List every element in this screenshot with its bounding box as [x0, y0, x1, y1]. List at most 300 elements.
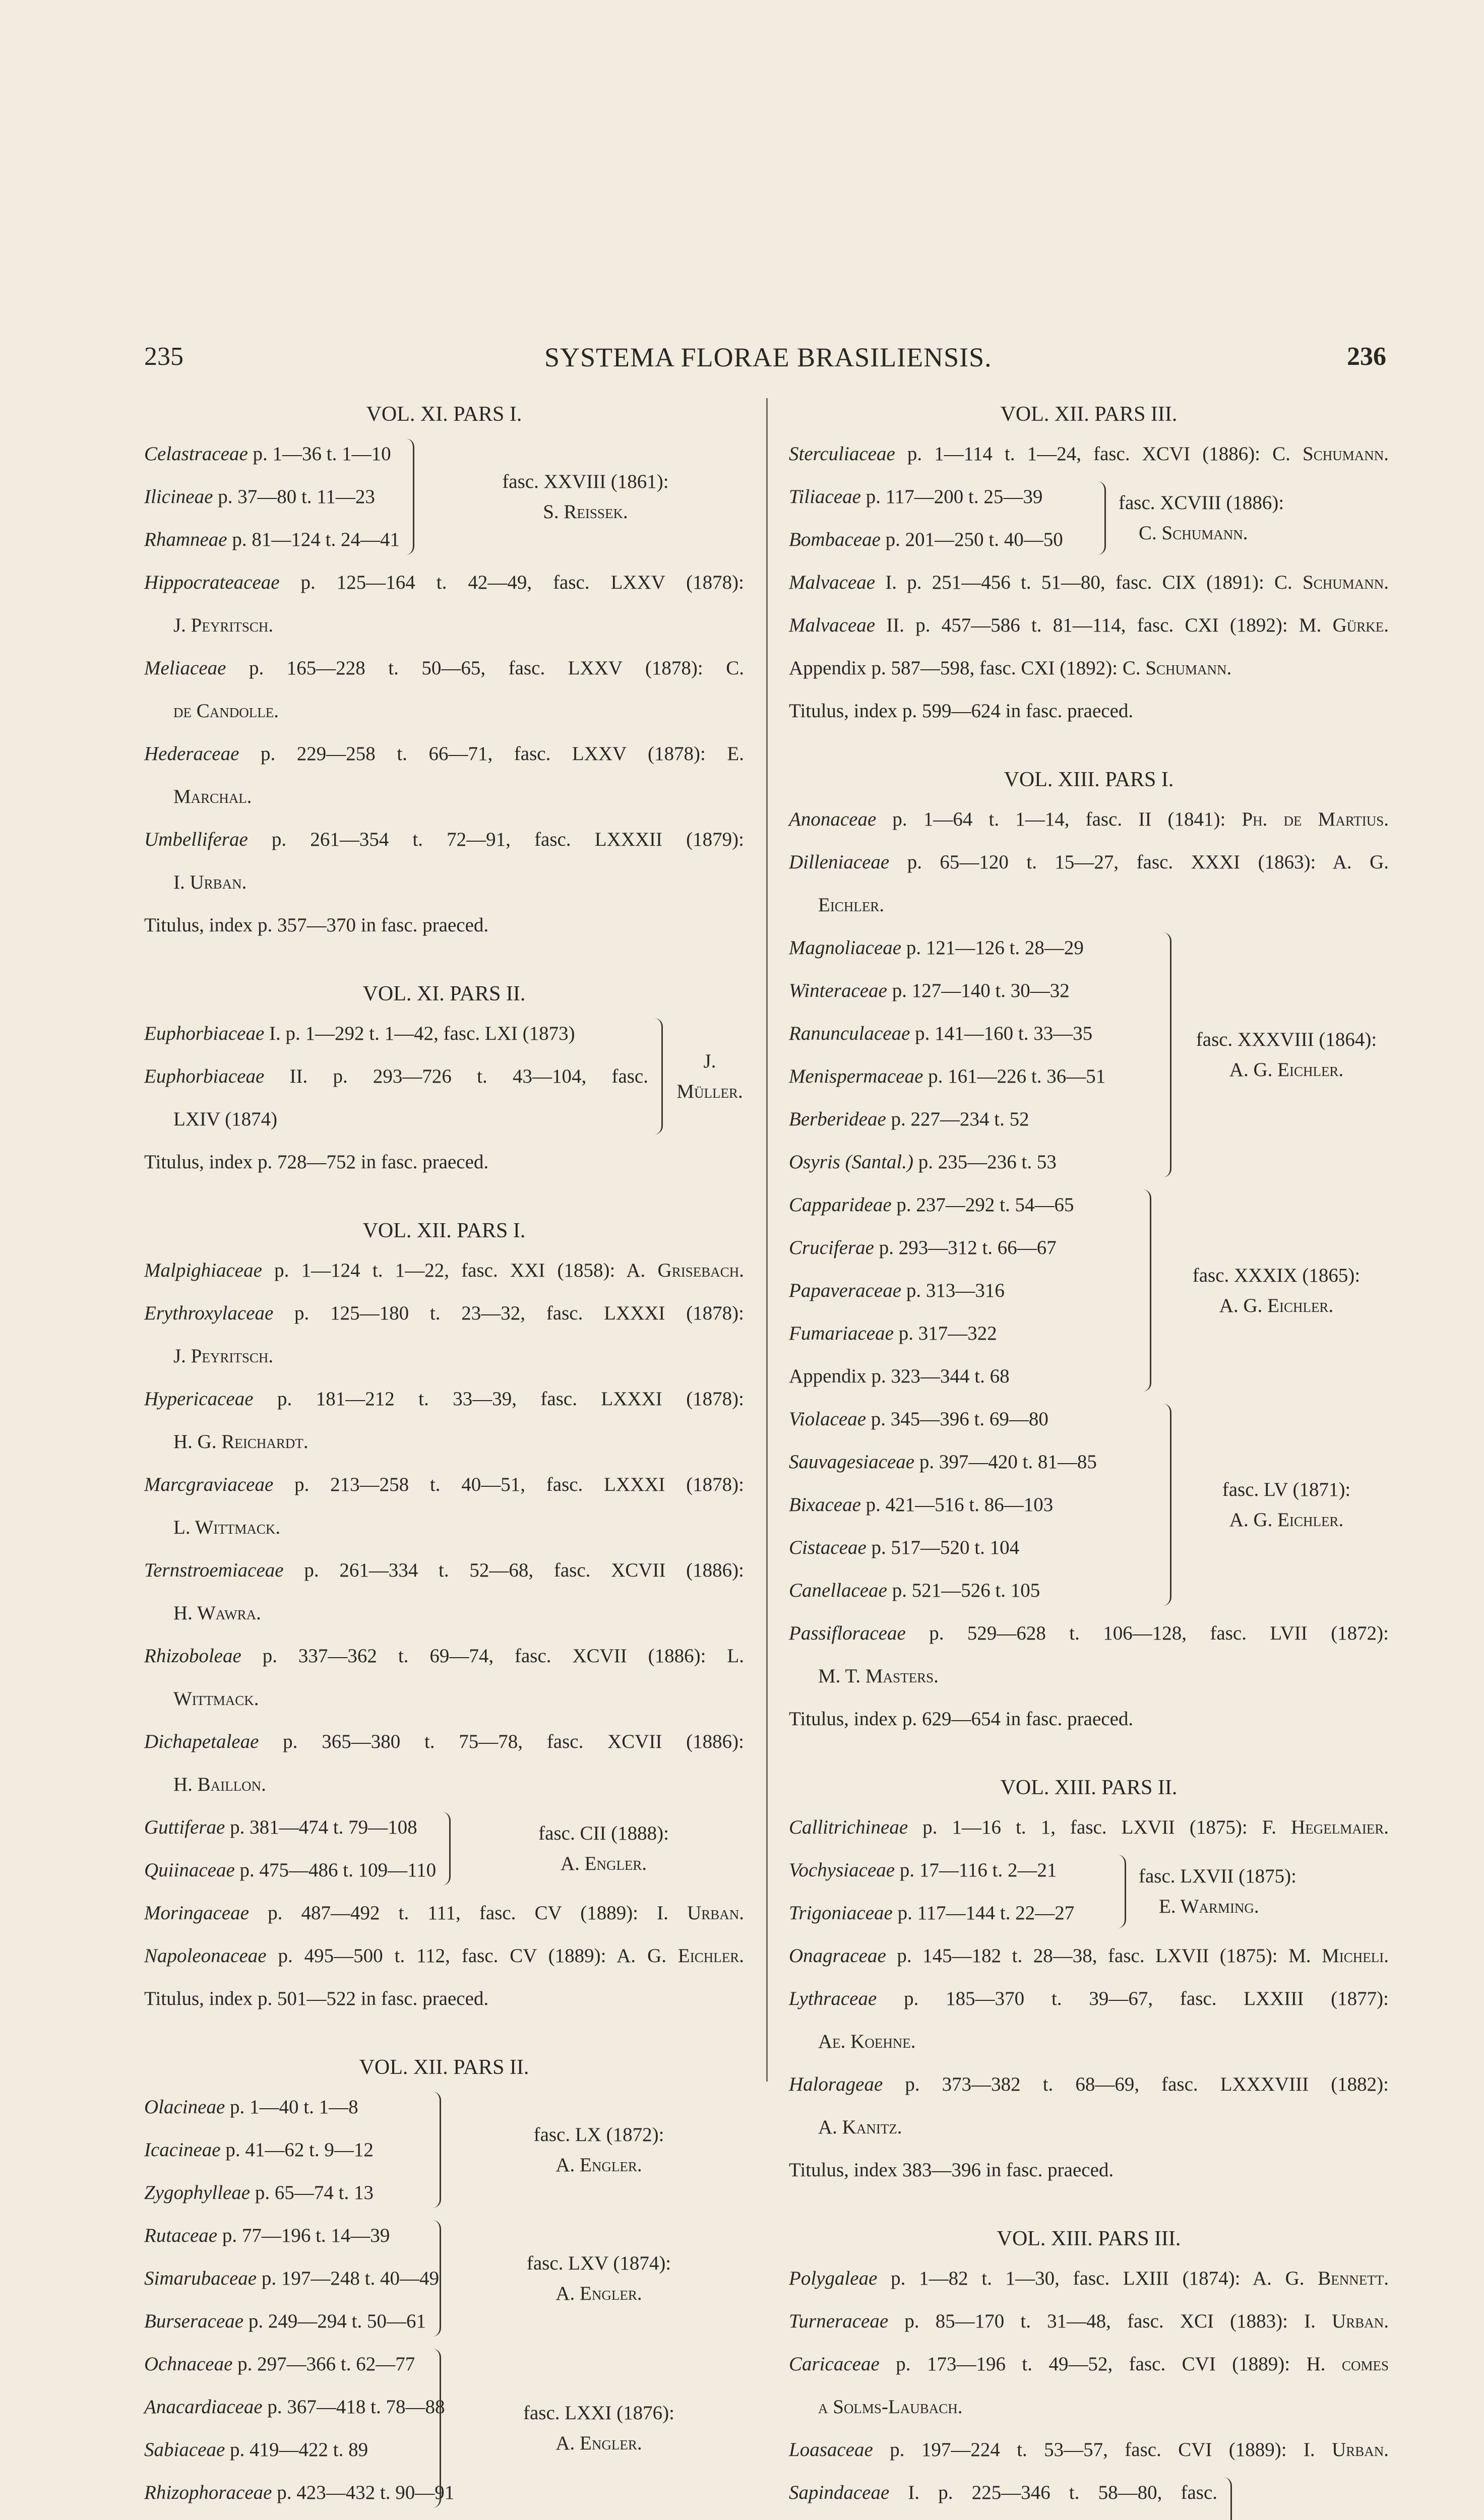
- titulus: Titulus, index p. 357—370 in fasc. praeced.: [144, 914, 489, 936]
- author: J. Peyritsch.: [173, 1345, 274, 1367]
- entry-text: p. 517—520 t. 104: [866, 1537, 1020, 1558]
- entry: [789, 2428, 1389, 2471]
- family-name: Quiinaceae: [144, 1859, 235, 1881]
- family-name: Magnoliaceae: [789, 937, 902, 959]
- entry-text: p. 297—366 t. 62—77: [232, 2353, 415, 2375]
- entry-text: p. 127—140 t. 30—32: [887, 980, 1070, 1001]
- entry-text: [789, 2514, 1217, 2520]
- group-note: [454, 2120, 744, 2180]
- family-name: Icacineae: [144, 2139, 221, 2161]
- family-name: Trigoniaceae: [789, 1902, 893, 1924]
- author: Urban.: [1332, 2439, 1389, 2461]
- family-name: Cistaceae: [789, 1537, 867, 1558]
- family-name: Olacineae: [144, 2096, 225, 2118]
- entry-text: II. p. 457—586 t. 81—114, fasc. CXI (1892): M.: [875, 614, 1333, 636]
- family-name: Rutaceae: [144, 2225, 218, 2246]
- entry: [144, 561, 744, 604]
- entry: [144, 2128, 426, 2171]
- entry: [789, 1098, 1157, 1141]
- entry-text: p. 367—418 t. 78—88: [262, 2396, 445, 2418]
- entry: [789, 1849, 1111, 1892]
- family-name: Halorageae: [789, 2073, 883, 2095]
- entry: [144, 518, 400, 561]
- brace: [1094, 481, 1109, 555]
- entry-text: p. 185—370 t. 39—67, fasc. LXXIII (1877):: [877, 1988, 1389, 2009]
- page-number-left: 235: [144, 342, 183, 371]
- family-name: Rhizophoraceae: [144, 2482, 272, 2503]
- author: A. Engler.: [560, 1853, 647, 1874]
- titulus: Titulus, index p. 629—654 in fasc. praeced.: [789, 1708, 1134, 1730]
- family-name: Ternstroemiaceae: [144, 1559, 284, 1581]
- entry: [789, 1934, 1389, 1977]
- entry-text: p. 117—144 t. 22—27: [892, 1902, 1075, 1924]
- author: H. Wawra.: [173, 1602, 261, 1624]
- entry: [789, 926, 1157, 969]
- author: C. Schumann.: [1139, 522, 1248, 544]
- section-heading: VOL. XII. PARS III.: [1000, 403, 1178, 426]
- family-name: Ochnaceae: [144, 2353, 233, 2375]
- family-name: Guttiferae: [144, 1816, 225, 1838]
- family-name: Papaveraceae: [789, 1280, 902, 1301]
- family-name: Hederaceae: [144, 743, 239, 765]
- entry: [789, 798, 1389, 841]
- section-heading: VOL. XI. PARS II.: [362, 982, 526, 1005]
- group-note: [1184, 1025, 1389, 1085]
- entry: [789, 1269, 1137, 1312]
- author: Schumann.: [1303, 572, 1389, 593]
- entry: [144, 1720, 744, 1763]
- family-name: Tiliaceae: [789, 486, 861, 508]
- entry-text: p. 397—420 t. 81—85: [914, 1451, 1097, 1473]
- author: Marchal.: [173, 786, 252, 807]
- entry-text: p. 65—120 t. 15—27, fasc. XXXI (1863): A. G.: [889, 851, 1389, 873]
- author: Gürke.: [1332, 614, 1389, 636]
- entry: [144, 2343, 426, 2385]
- brace: [1160, 932, 1175, 1177]
- family-name: Onagraceae: [789, 1945, 886, 1967]
- entry: [144, 1892, 744, 1934]
- entry: [789, 432, 1389, 475]
- group-note: [427, 467, 744, 527]
- entry: [144, 2471, 455, 2514]
- entry-text: p. 1—40 t. 1—8: [225, 2096, 358, 2118]
- author: J. Peyritsch.: [173, 614, 274, 636]
- brace: [439, 1812, 454, 1885]
- section-heading: VOL. XIII. PARS III.: [997, 2227, 1181, 2250]
- entry: [789, 841, 1389, 884]
- entry-text: p. 521—526 t. 105: [887, 1580, 1040, 1601]
- section-heading: VOL. XII. PARS II.: [359, 2056, 529, 2079]
- family-name: Celastraceae: [144, 443, 248, 465]
- entry: [144, 2214, 426, 2257]
- entry-group: [789, 1849, 1389, 1934]
- entry-group: [789, 1398, 1389, 1612]
- family-name: Burseraceae: [144, 2310, 244, 2332]
- author: A. G. Eichler.: [1229, 1508, 1344, 1531]
- entry: [789, 647, 1389, 689]
- entry: [144, 818, 744, 861]
- author: Urban.: [1332, 2310, 1389, 2332]
- entry-text: p. 229—258 t. 66—71, fasc. LXXV (1878): E.: [239, 743, 744, 765]
- fascicle: fasc. XXXIX (1865):: [1192, 1264, 1361, 1286]
- entry: [789, 561, 1389, 604]
- entry: [144, 1377, 744, 1420]
- entry: [144, 1463, 744, 1506]
- entry-text: p. 161—226 t. 36—51: [923, 1065, 1106, 1087]
- entry: [144, 2171, 426, 2214]
- column-rule: [766, 398, 768, 2082]
- author: Schumann.: [1145, 657, 1232, 679]
- entry-text: p. 41—62 t. 9—12: [220, 2139, 374, 2161]
- author: Urban.: [687, 1902, 744, 1924]
- entry-text: I. p. 251—456 t. 51—80, fasc. CIX (1891): C.: [875, 572, 1303, 593]
- family-name: Caricaceae: [789, 2353, 880, 2375]
- entry: [789, 1569, 1157, 1612]
- brace: [1140, 1189, 1155, 1392]
- left-column: [144, 396, 744, 2520]
- family-name: Anacardiaceae: [144, 2396, 263, 2418]
- entry-text: Appendix p. 587—598, fasc. CXI (1892): C.: [789, 657, 1146, 679]
- entry-text: p. 201—250 t. 40—50: [880, 529, 1063, 550]
- author: A. Engler.: [555, 2282, 642, 2304]
- author: H. G. Reichardt.: [173, 1431, 308, 1453]
- entry: [144, 1934, 744, 1977]
- entry-text: p. 1—124 t. 1—22, fasc. XXI (1858): A.: [262, 1259, 658, 1281]
- entry: [144, 732, 744, 775]
- entry-text: p. 145—182 t. 28—38, fasc. LXVII (1875): M.: [886, 1945, 1322, 1967]
- section-heading: VOL. XIII. PARS I.: [1004, 768, 1174, 791]
- entry: [789, 1398, 1157, 1440]
- running-title: SYSTEMA FLORAE BRASILIENSIS.: [544, 342, 992, 372]
- author: M. T. Masters.: [818, 1665, 939, 1687]
- entry: [789, 969, 1157, 1012]
- entry-text: p. 1—114 t. 1—24, fasc. XCVI (1886): C.: [895, 443, 1303, 465]
- family-name: Erythroxylaceae: [144, 1302, 274, 1324]
- group-note: [1184, 1475, 1389, 1535]
- family-name: Ilicineae: [144, 486, 213, 508]
- author: E. Warming.: [1159, 1896, 1259, 1917]
- author: A. Kanitz.: [818, 2116, 902, 2138]
- entry-group: [144, 1806, 744, 1892]
- author: Hegelmaier.: [1291, 1816, 1389, 1838]
- family-name: Violaceae: [789, 1408, 867, 1430]
- author: A. G. Eichler.: [1229, 1059, 1344, 1081]
- entry: [789, 1483, 1157, 1526]
- author: Bennett.: [1318, 2267, 1389, 2289]
- entry-group: [789, 926, 1389, 1183]
- group-note: [454, 2248, 744, 2309]
- family-name: Canellaceae: [789, 1580, 887, 1601]
- family-name: Ranunculaceae: [789, 1023, 910, 1044]
- entry: [144, 1549, 744, 1592]
- page-number-right: 236: [1347, 342, 1386, 371]
- entry-text: p. 37—80 t. 11—23: [213, 486, 375, 508]
- entry-text: p. 81—124 t. 24—41: [227, 529, 400, 550]
- entry-text: p. 249—294 t. 50—61: [243, 2310, 426, 2332]
- titulus: Titulus, index p. 599—624 in fasc. praeced.: [789, 700, 1134, 722]
- family-name: Dichapetaleae: [144, 1731, 259, 1752]
- family-name: Loasaceae: [789, 2439, 873, 2461]
- entry-text: p. 293—312 t. 66—67: [874, 1237, 1057, 1258]
- family-name: Fumariaceae: [789, 1322, 894, 1344]
- author: Ph. de Martius.: [1242, 808, 1389, 830]
- family-name: Euphorbiaceae: [144, 1065, 265, 1087]
- family-name: Capparideae: [789, 1194, 892, 1216]
- author: Eichler.: [677, 1945, 744, 1967]
- family-name: Osyris (Santal.): [789, 1151, 913, 1173]
- entry-group: [144, 2514, 744, 2520]
- family-name: Berberideae: [789, 1108, 886, 1130]
- entry-text: p. 337—362 t. 69—74, fasc. XCVII (1886): L.: [241, 1645, 744, 1667]
- family-name: Passifloraceae: [789, 1622, 906, 1644]
- entry-text: II. p. 293—726 t. 43—104, fasc.: [264, 1065, 648, 1087]
- entry-text: p. 237—292 t. 54—65: [891, 1194, 1074, 1216]
- entry: [789, 1806, 1389, 1849]
- brace: [651, 1018, 666, 1135]
- entry: [789, 1355, 1137, 1398]
- entry: [144, 1012, 648, 1055]
- entry-text: p. 197—224 t. 53—57, fasc. CVI (1889): I.: [873, 2439, 1332, 2461]
- entry-text: p. 419—422 t. 89: [225, 2439, 368, 2461]
- fascicle: fasc. CII (1888):: [538, 1822, 669, 1844]
- entry-group: [789, 475, 1389, 561]
- author: Ae. Koehne.: [818, 2031, 916, 2052]
- entry: [789, 1892, 1111, 1934]
- family-name: Hypericaceae: [144, 1388, 254, 1410]
- entry-text: p. 529—628 t. 106—128, fasc. LVII (1872):: [905, 1622, 1389, 1644]
- family-name: Zygophylleae: [144, 2182, 251, 2203]
- entry: [789, 2300, 1389, 2343]
- family-name: Polygaleae: [789, 2267, 878, 2289]
- entry: [789, 1055, 1157, 1098]
- author: de Candolle.: [173, 700, 279, 722]
- entry: [144, 1634, 744, 1677]
- family-name: Rhizoboleae: [144, 1645, 241, 1667]
- brace: [1220, 2477, 1235, 2520]
- family-name: Simarubaceae: [144, 2267, 257, 2289]
- entry-text: p. 421—516 t. 86—103: [860, 1494, 1054, 1516]
- entry-text: p. 117—200 t. 25—39: [860, 486, 1043, 508]
- entry-text: p. 125—180 t. 23—32, fasc. LXXXI (1878):: [273, 1302, 744, 1324]
- entry-text: I. p. 1—292 t. 1—42, fasc. LXI (1873): [264, 1023, 575, 1044]
- entry: [144, 1055, 648, 1098]
- family-name: Meliaceae: [144, 657, 226, 679]
- entry: [789, 1141, 1157, 1183]
- author: Schumann.: [1303, 443, 1389, 465]
- right-column: [789, 396, 1389, 2520]
- entry-group: [144, 432, 744, 561]
- family-name: Lythraceae: [789, 1988, 877, 2009]
- author: L. Wittmack.: [173, 1517, 281, 1538]
- entry-group: [144, 1012, 744, 1141]
- entry: [144, 1249, 744, 1292]
- entry: [789, 2257, 1389, 2300]
- family-name: Malvaceae: [789, 614, 876, 636]
- fascicle: fasc. XXXVIII (1864):: [1196, 1029, 1377, 1050]
- family-name: Vochysiaceae: [789, 1859, 895, 1881]
- entry: [789, 1440, 1157, 1483]
- entry: [789, 1612, 1389, 1655]
- entry-text: p. 65—74 t. 13: [250, 2182, 374, 2203]
- fascicle: fasc. LV (1871):: [1222, 1478, 1351, 1500]
- family-name: Sabiaceae: [144, 2439, 225, 2461]
- entry: [789, 1312, 1137, 1355]
- group-note: [1139, 1861, 1389, 1922]
- entry-text: p. 317—322: [893, 1322, 997, 1344]
- entry-text: p. 197—248 t. 40—49: [257, 2267, 439, 2289]
- section-heading: VOL. XIII. PARS II.: [1000, 1776, 1178, 1799]
- entry-text: p. 261—334 t. 52—68, fasc. XCVII (1886):: [283, 1559, 744, 1581]
- entry-text: p. 487—492 t. 111, fasc. CV (1889): I.: [249, 1902, 688, 1924]
- entry: [789, 475, 1091, 518]
- group-note: [454, 2398, 744, 2459]
- family-name: Callitrichineae: [789, 1816, 908, 1838]
- entry-text: p. 181—212 t. 33—39, fasc. LXXXI (1878):: [253, 1388, 744, 1410]
- fascicle: fasc. XXVIII (1861):: [502, 470, 669, 492]
- entry-text: p. 475—486 t. 109—110: [234, 1859, 437, 1881]
- entry-text: p. 125—164 t. 42—49, fasc. LXXV (1878):: [279, 572, 744, 593]
- entry: [789, 1526, 1157, 1569]
- author: a Solms-Laubach.: [818, 2396, 963, 2418]
- entry: [144, 2428, 426, 2471]
- entry: [144, 2385, 445, 2428]
- entry-text: p. 423—432 t. 90—91: [272, 2482, 455, 2503]
- entry: [144, 2300, 426, 2343]
- entry-text: p. 373—382 t. 68—69, fasc. LXXXVIII (1882):: [883, 2073, 1389, 2095]
- entry: [789, 518, 1091, 561]
- author: A. Engler.: [555, 2432, 642, 2454]
- titulus: Titulus, index 383—396 in fasc. praeced.: [789, 2159, 1114, 2181]
- family-name: Dilleniaceae: [789, 851, 890, 873]
- entry-group: [789, 2471, 1389, 2520]
- entry-group: [144, 2086, 744, 2214]
- brace: [429, 2220, 445, 2337]
- entry-text: p. 165—228 t. 50—65, fasc. LXXV (1878): C.: [226, 657, 744, 679]
- entry: [789, 1012, 1157, 1055]
- fascicle: fasc. LXVII (1875):: [1139, 1865, 1296, 1887]
- author: A. G. Eichler.: [1219, 1294, 1334, 1316]
- entry-text: p. 1—82 t. 1—30, fasc. LXIII (1874): A. G.: [877, 2267, 1318, 2289]
- author: I. Urban.: [173, 871, 247, 893]
- entry-text: p. 227—234 t. 52: [886, 1108, 1029, 1130]
- entry-text: p. 141—160 t. 33—35: [910, 1023, 1093, 1044]
- author: Micheli.: [1322, 1945, 1389, 1967]
- section-heading: VOL. XII. PARS I.: [362, 1219, 526, 1242]
- entry-group: [789, 1183, 1389, 1398]
- entry-text: p. 313—316: [901, 1280, 1005, 1301]
- author: comes: [1341, 2353, 1389, 2375]
- entry-text: p. 85—170 t. 31—48, fasc. XCI (1883): I.: [888, 2310, 1332, 2332]
- entry-text: LXIV (1874): [173, 1108, 278, 1130]
- entry-text: Appendix p. 323—344 t. 68: [789, 1365, 1010, 1387]
- brace: [1160, 1404, 1175, 1606]
- entry-text: p. 77—196 t. 14—39: [217, 2225, 390, 2246]
- entry: [144, 432, 400, 475]
- family-name: Sauvagesiaceae: [789, 1451, 915, 1473]
- entry: [789, 2343, 1389, 2385]
- entry-text: p. 235—236 t. 53: [913, 1151, 1057, 1173]
- entry: [144, 2514, 426, 2520]
- family-name: Menispermaceae: [789, 1065, 923, 1087]
- entry-text: p. 17—116 t. 2—21: [895, 1859, 1057, 1881]
- family-name: Turneraceae: [789, 2310, 889, 2332]
- family-name: Cruciferae: [789, 1237, 874, 1258]
- family-name: Euphorbiaceae: [144, 1023, 265, 1044]
- family-name: Malpighiaceae: [144, 1259, 262, 1281]
- entry-text: p. 121—126 t. 28—29: [901, 937, 1084, 959]
- family-name: Anonaceae: [789, 808, 877, 830]
- entry: [144, 2086, 426, 2128]
- family-name: Rhamneae: [144, 529, 227, 550]
- entry-text: p. 213—258 t. 40—51, fasc. LXXXI (1878):: [273, 1474, 744, 1495]
- entry: [789, 1226, 1137, 1269]
- entry-group: [144, 2343, 744, 2514]
- entry-text: p. 261—354 t. 72—91, fasc. LXXXII (1879):: [248, 829, 744, 850]
- group-note: [1119, 488, 1389, 548]
- entry-text: p. 345—396 t. 69—80: [866, 1408, 1048, 1430]
- family-name: Bombaceae: [789, 529, 881, 550]
- entry-text: p. 173—196 t. 49—52, fasc. CVI (1889): H.: [879, 2353, 1342, 2375]
- family-name: Marcgraviaceae: [144, 1474, 274, 1495]
- family-name: Bixaceae: [789, 1494, 861, 1516]
- entry-text: p. 365—380 t. 75—78, fasc. XCVII (1886):: [259, 1731, 744, 1752]
- entry: [144, 1806, 436, 1849]
- entry-text: p. 1—36 t. 1—10: [248, 443, 391, 465]
- entry-text: p. 1—64 t. 1—14, fasc. II (1841):: [876, 808, 1242, 830]
- titulus: Titulus, index p. 728—752 in fasc. praeced.: [144, 1151, 489, 1173]
- entry: [789, 1977, 1389, 2020]
- author: A. Engler.: [555, 2154, 642, 2176]
- entry: [789, 604, 1389, 647]
- entry: [144, 1849, 436, 1892]
- author: S. Reissek.: [543, 500, 628, 523]
- entry-text: I. p. 225—346 t. 58—80, fasc.: [889, 2482, 1217, 2503]
- entry: [144, 475, 400, 518]
- fascicle: fasc. LX (1872):: [533, 2123, 664, 2146]
- author: H. Baillon.: [173, 1774, 266, 1795]
- family-name: Winteraceae: [789, 980, 887, 1001]
- family-name: Moringaceae: [144, 1902, 249, 1924]
- brace: [1115, 1855, 1130, 1928]
- entry: [144, 2257, 439, 2300]
- family-name: Malvaceae: [789, 572, 876, 593]
- entry: [144, 1292, 744, 1335]
- group-note: [463, 1818, 744, 1879]
- entry-text: p. 381—474 t. 79—108: [225, 1816, 417, 1838]
- family-name: Sapindaceae: [789, 2482, 890, 2503]
- entry: [789, 1183, 1137, 1226]
- entry-text: p. 495—500 t. 112, fasc. CV (1889): A. G.: [266, 1945, 678, 1967]
- entry: [789, 2063, 1389, 2106]
- brace: [403, 438, 418, 555]
- section-heading: VOL. XI. PARS I.: [366, 403, 522, 426]
- family-name: Napoleonaceae: [144, 1945, 267, 1967]
- author: Eichler.: [818, 894, 885, 916]
- group-note: [1164, 1261, 1389, 1321]
- author: Wittmack.: [173, 1688, 259, 1710]
- fascicle: fasc. XCVIII (1886):: [1119, 492, 1284, 514]
- entry-text: p. 1—16 t. 1, fasc. LXVII (1875): F.: [908, 1816, 1291, 1838]
- author: J. Müller.: [676, 1050, 743, 1102]
- brace: [429, 2092, 445, 2208]
- fascicle: fasc. LXXI (1876):: [523, 2402, 674, 2424]
- entry-group: [144, 2214, 744, 2343]
- family-name: Umbelliferae: [144, 829, 248, 850]
- fascicle: fasc. LXV (1874):: [526, 2252, 671, 2274]
- entry: [144, 647, 744, 689]
- brace: [429, 2349, 445, 2508]
- family-name: Sterculiaceae: [789, 443, 895, 465]
